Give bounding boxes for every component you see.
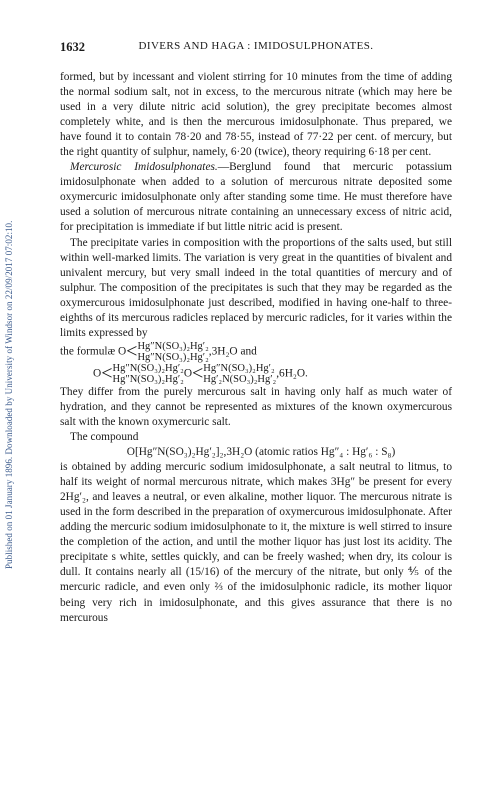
formula-tail: ,3H₂O and bbox=[208, 345, 257, 358]
formula-tail: ,6H₂O. bbox=[276, 367, 308, 380]
compound-formula: O[Hg″N(SO₃)₂Hg′₂]₂,3H₂O (atomic ratios Hg″₄ : Hg′₆ : S₈) bbox=[126, 446, 396, 459]
formula-lead: the formulæ O bbox=[60, 345, 127, 358]
formula-2 bbox=[60, 363, 452, 385]
angle-bracket: < bbox=[126, 340, 138, 363]
formula-mid: O bbox=[183, 367, 193, 380]
formula-top: Hg″N(SO₃)₂Hg′₂ bbox=[137, 340, 209, 352]
formula-bottom: Hg′₂N(SO₃)₂Hg′₂ bbox=[203, 373, 277, 385]
section-title: Mercurosic Imidosulphonates. bbox=[70, 161, 218, 174]
formula-top: Hg″N(SO₃)₂Hg′₂ bbox=[112, 362, 184, 374]
paragraph: They differ from the purely mercurous salt in having only half as much water of hydration, and they cannot be represented as mixtures of the known oxymercurous salt with the known oxymercuric salt. bbox=[60, 385, 452, 428]
article-body bbox=[60, 70, 452, 626]
download-watermark: Published on 01 January 1896. Downloaded by University of Windsor on 22/09/2017 07:02:10. bbox=[4, 220, 14, 570]
formula-bottom: Hg″N(SO₃)₂Hg′₂ bbox=[137, 351, 209, 363]
formula-bottom: Hg″N(SO₃)₂Hg′₂ bbox=[112, 373, 184, 385]
formula-stack bbox=[112, 363, 183, 385]
formula-top: Hg″N(SO₃)₂Hg′₂ bbox=[203, 362, 275, 374]
paragraph: The compound bbox=[70, 430, 139, 443]
formula-stack bbox=[203, 363, 276, 385]
formula-lead: O bbox=[93, 367, 102, 380]
page-number: 1632 bbox=[60, 40, 85, 54]
formula-stack bbox=[137, 341, 208, 363]
angle-bracket: < bbox=[192, 362, 204, 385]
page-header bbox=[60, 40, 452, 56]
running-title: DIVERS AND HAGA : IMIDOSULPHONATES. bbox=[138, 40, 374, 52]
paragraph: The precipitate varies in composition with the proportions of the salts used, but still within well-marked limits. The variation is very great in the quantities of bivalent and univalent mercury, but very small indeed in the total quantities of mercury and of sulphur. The composition of the precipitates is such that they may be regarded as the oxymercurous imidosulphonate just described, modified in having one-half to three-eighths of its mercurous radicles replaced by mercuric radicles, for it varies within the limits expressed by bbox=[60, 236, 452, 339]
formula-1 bbox=[60, 341, 452, 363]
paragraph bbox=[60, 160, 452, 235]
angle-bracket: < bbox=[101, 362, 113, 385]
paragraph: is obtained by adding mercuric sodium imidosulphonate, a salt neutral to litmus, to half its weight of normal mercurous nitrate, which makes 3Hg″ be present for every 2Hg′₂, and leaves a neutral, or even alkaline, mother liquor. The mercurous nitrate is used in the form described in the preparation of oxymercurous imidosulphonate. After adding the mercuric sodium imidosulphonate to it, the mixture is well stirred to insure the completion of the action, and until the mother liquor has just lost its acidity. The precipitate s white, settles quickly, and can be freely washed; when dry, its colour is dull. It contains nearly all (15/16) of the mercury of the nitrate, but only ⅘ of the mercuric radicle, and even only ⅔ of the imidosulphonic radicle, its mother liquor being very rich in imidosulphonate, and this gives assurance that there is no mercurous bbox=[60, 461, 452, 624]
paragraph-text: —Berglund found that mercuric potassium imidosulphonate when added to a solution of mercurous nitrate deposited some oxymercuric imidosulphonate only after standing some time. He must therefore have used a solution of mercurous nitrate containing an unnecessary excess of nitric acid, for precipitation is immediate if but little nitric acid is present. bbox=[60, 161, 452, 234]
paragraph: formed, but by incessant and violent stirring for 10 minutes from the time of adding the normal sodium salt, not in excess, to the mercurous nitrate (which may here be used in a very dilute nitric acid solution), the grey precipitate becomes almost completely white, and is then the mercurous imidosulphonate. Thus prepared, we have found it to contain 78·20 and 78·55, instead of 77·22 per cent. of mercury, but the right quantity of sulphur, namely, 6·20 (twice), theory requiring 6·18 per cent. bbox=[60, 71, 452, 159]
